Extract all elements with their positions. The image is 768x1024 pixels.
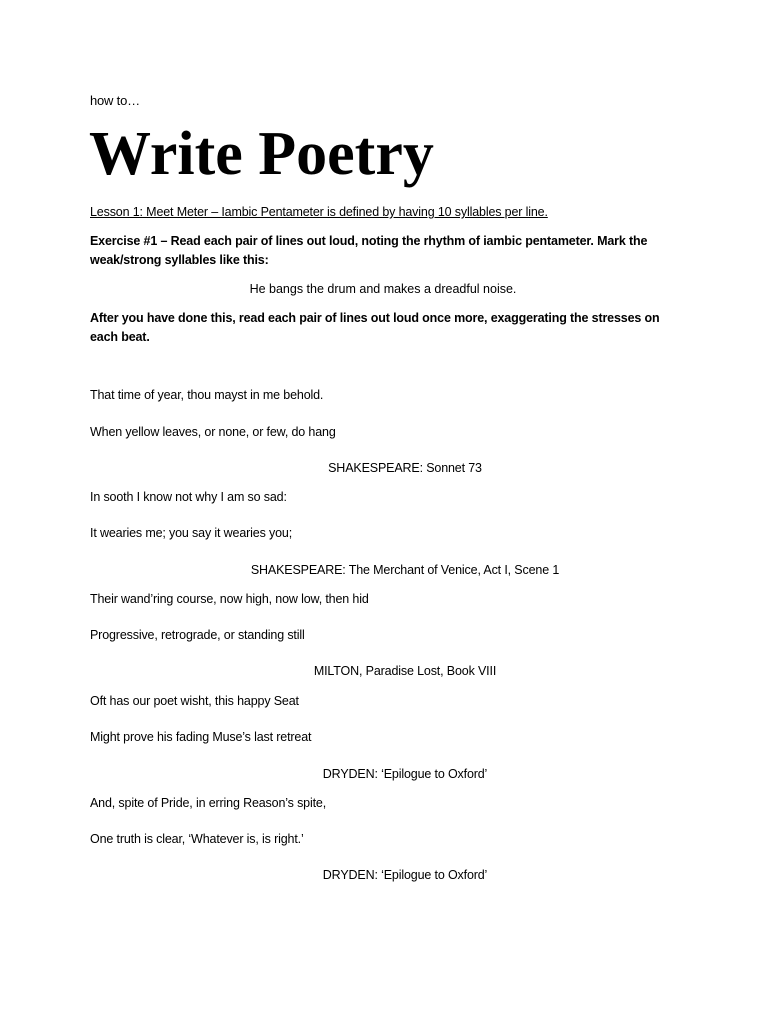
- passage-4-attribution: DRYDEN: ‘Epilogue to Oxford’: [322, 767, 488, 781]
- passage-3-line-1: Their wand’ring course, now high, now low, then hid: [90, 592, 369, 606]
- passage-4-line-2: Might prove his fading Muse’s last retreat: [90, 730, 312, 744]
- example-line: He bangs the drum and makes a dreadful noise.: [249, 282, 517, 296]
- passage-5-line-2: One truth is clear, ‘Whatever is, is right.’: [90, 832, 304, 846]
- passage-2-attribution: SHAKESPEARE: The Merchant of Venice, Act I, Scene 1: [250, 563, 560, 577]
- passage-1-line-2: When yellow leaves, or none, or few, do hang: [90, 425, 336, 439]
- passage-5-line-1: And, spite of Pride, in erring Reason’s spite,: [90, 796, 327, 810]
- page-title: Write Poetry: [89, 120, 434, 188]
- passage-3-line-2: Progressive, retrograde, or standing still: [90, 628, 305, 642]
- passage-3-attribution: MILTON, Paradise Lost, Book VIII: [313, 664, 497, 678]
- exercise-instruction: Exercise #1 – Read each pair of lines out loud, noting the rhythm of iambic pentameter. Mark the weak/strong syllables like this:: [90, 234, 648, 267]
- passage-4-line-1: Oft has our poet wisht, this happy Seat: [90, 694, 299, 708]
- kicker-text: how to…: [90, 93, 140, 108]
- passage-2-line-2: It wearies me; you say it wearies you;: [90, 526, 293, 540]
- after-instruction: After you have done this, read each pair of lines out loud once more, exaggerating the stresses on each beat.: [90, 311, 660, 344]
- passage-2-line-1: In sooth I know not why I am so sad:: [90, 490, 287, 504]
- lesson-heading: Lesson 1: Meet Meter – Iambic Pentameter is defined by having 10 syllables per line.: [90, 205, 548, 219]
- passage-1-attribution: SHAKESPEARE: Sonnet 73: [328, 461, 482, 475]
- passage-1-line-1: That time of year, thou mayst in me behold.: [90, 388, 324, 402]
- passage-5-attribution: DRYDEN: ‘Epilogue to Oxford’: [322, 868, 488, 882]
